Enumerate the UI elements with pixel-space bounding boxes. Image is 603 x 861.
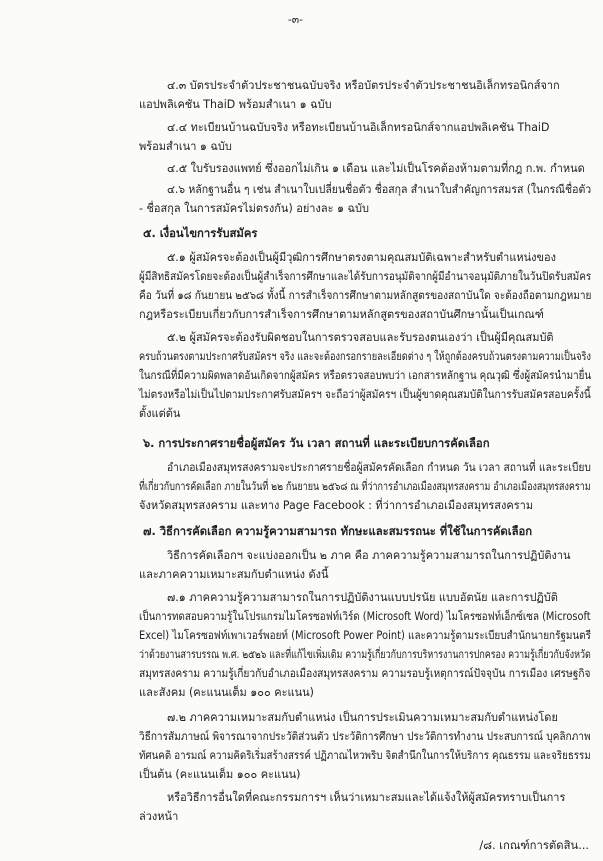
item-4-3-line-2: แอปพลิเคชัน ThaiD พร้อมสำเนา ๑ ฉบับ bbox=[139, 98, 332, 111]
section-5-1-line-4: กฎหรือระเบียบเกี่ยวกับการสำเร็จการศึกษาตามหลักสูตรของสถาบันศึกษานั้นเป็นเกณฑ์ bbox=[139, 308, 544, 321]
section-6-line-2: ที่เกี่ยวกับการคัดเลือก ภายในวันที่ ๒๒ กันยายน ๒๕๖๘ ณ ที่ว่าการอำเภอเมืองสมุทรสงคราม อำเภอเมืองสมุทรสงคราม bbox=[139, 480, 591, 493]
section-5-2-line-4: ไม่ตรงหรือไม่เป็นไปตามประกาศรับสมัครฯ จะถือว่าผู้สมัครฯ เป็นผู้ขาดคุณสมบัติในการรับสมัครสอบครั้งนี้ bbox=[139, 388, 591, 401]
section-7-1-line-3: Excel) ไมโครซอฟท์เพาเวอร์พอยท์ (Microsoft Power Point) และความรู้ตามระเบียบสำนักนายกรัฐมนตรี bbox=[139, 629, 591, 642]
item-4-4-line-2: พร้อมสำเนา ๑ ฉบับ bbox=[139, 140, 232, 153]
section-7-1-line-1: ๗.๑ ภาคความรู้ความสามารถในการปฏิบัติงานแบบปรนัย แบบอัตนัย และการปฏิบัติ bbox=[167, 591, 558, 604]
section-5-2-line-3: ในกรณีที่มีความผิดพลาดอันเกิดจากผู้สมัคร หรือตรวจสอบพบว่า เอกสารหลักฐาน คุณวุฒิ ซึ่งผู้สมัครนำมายื่น bbox=[139, 369, 592, 382]
section-7-other-line-1: หรือวิธีการอื่นใดที่คณะกรรมการฯ เห็นว่าเหมาะสมและได้แจ้งให้ผู้สมัครทราบเป็นการ bbox=[167, 791, 566, 804]
page-number: -๓- bbox=[287, 13, 304, 26]
section-7-1-line-6: และสังคม (คะแนนเต็ม ๑๐๐ คะแนน) bbox=[139, 686, 314, 699]
section-7-2-line-4: เป็นต้น (คะแนนเต็ม ๑๐๐ คะแนน) bbox=[139, 768, 301, 781]
section-7-1-line-2: เป็นการทดสอบความรู้ในโปรแกรมไมโครซอฟท์เวิร์ด (Microsoft Word) ไมโครซอฟท์เอ็กซ์เซล (Microsoft bbox=[139, 610, 591, 623]
section-7-heading: ๗. วิธีการคัดเลือก ความรู้ความสามารถ ทักษะและสมรรถนะ ที่ใช้ในการคัดเลือก bbox=[143, 524, 533, 538]
item-4-3-line-1: ๔.๓ บัตรประจำตัวประชาชนฉบับจริง หรือบัตรประจำตัวประชาชนอิเล็กทรอนิกส์จาก bbox=[167, 79, 560, 92]
section-7-2-line-1: ๗.๒ ภาคความเหมาะสมกับตำแหน่ง เป็นการประเมินความเหมาะสมกับตำแหน่งโดย bbox=[167, 711, 558, 724]
section-5-2-line-5: ตั้งแต่ต้น bbox=[139, 407, 181, 420]
section-6-line-3: จังหวัดสมุทรสงคราม และทาง Page Facebook : ที่ว่าการอำเภอเมืองสมุทรสงคราม bbox=[139, 499, 534, 512]
section-5-heading: ๕. เงื่อนไขการรับสมัคร bbox=[143, 226, 258, 240]
item-4-4-line-1: ๔.๔ ทะเบียนบ้านฉบับจริง หรือทะเบียนบ้านอิเล็กทรอนิกส์จากแอปพลิเคชัน ThaiD bbox=[167, 121, 550, 134]
section-6-heading: ๖. การประกาศรายชื่อผู้สมัคร วัน เวลา สถานที่ และระเบียบการคัดเลือก bbox=[143, 436, 490, 450]
item-4-6-line-1: ๔.๖ หลักฐานอื่น ๆ เช่น สำเนาใบเปลี่ยนชื่อตัว ชื่อสกุล สำเนาใบสำคัญการสมรส (ในกรณีชื่อตัว bbox=[167, 183, 592, 196]
section-7-2-line-3: ทัศนคติ อารมณ์ ความคิดริเริ่มสร้างสรรค์ ปฏิภาณไหวพริบ จิตสำนึกในการให้บริการ คุณธรรม และจริยธรรม bbox=[139, 749, 591, 762]
section-5-1-line-2: ผู้มีสิทธิสมัครโดยจะต้องเป็นผู้สำเร็จการศึกษาและได้รับการอนุมัติจากผู้มีอำนาจอนุมัติภายในวันปิดรับสมัคร bbox=[139, 270, 592, 283]
section-6-line-1: อำเภอเมืองสมุทรสงครามจะประกาศรายชื่อผู้สมัครคัดเลือก กำหนด วัน เวลา สถานที่ และระเบียบ bbox=[167, 461, 591, 474]
section-5-1-line-3: คือ วันที่ ๑๘ กันยายน ๒๕๖๘ ทั้งนี้ การสำเร็จการศึกษาตามหลักสูตรของสถาบันใด จะต้องถือตามกฎหมาย bbox=[139, 289, 592, 302]
section-7-2-line-2: วิธีการสัมภาษณ์ พิจารณาจากประวัติส่วนตัว ประวัติการศึกษา ประวัติการทำงาน ประสบการณ์ บุคลิกภาพ bbox=[139, 730, 591, 743]
item-4-5-line-1: ๔.๕ ใบรับรองแพทย์ ซึ่งออกไม่เกิน ๑ เดือน และไม่เป็นโรคต้องห้ามตามที่กฎ ก.พ. กำหนด bbox=[167, 162, 585, 175]
footer-continuation: /๘. เกณฑ์การตัดสิน... bbox=[479, 839, 589, 852]
section-7-other-line-2: ล่วงหน้า bbox=[139, 810, 179, 823]
section-7-intro-line-2: และภาคความเหมาะสมกับตำแหน่ง ดังนี้ bbox=[139, 568, 329, 581]
section-5-2-line-2: ครบถ้วนตรงตามประกาศรับสมัครฯ จริง และจะต้องกรอกรายละเอียดต่าง ๆ ให้ถูกต้องครบถ้วนตรงตามความเป็นจริง bbox=[139, 350, 591, 363]
section-5-1-line-1: ๕.๑ ผู้สมัครจะต้องเป็นผู้มีวุฒิการศึกษาตรงตามคุณสมบัติเฉพาะสำหรับตำแหน่งของ bbox=[167, 251, 556, 264]
section-7-1-line-4: ว่าด้วยงานสารบรรณ พ.ศ. ๒๕๒๖ และที่แก้ไขเพิ่มเติม ความรู้เกี่ยวกับการบริหารงานการปกครอง ความรู้เกี่ยวกับจังหวัด bbox=[139, 648, 591, 661]
section-7-1-line-5: สมุทรสงคราม ความรู้เกี่ยวกับอำเภอเมืองสมุทรสงคราม ความรอบรู้เหตุการณ์ปัจจุบัน การเมือง เศรษฐกิจ bbox=[139, 667, 591, 680]
item-4-6-line-2: - ชื่อสกุล ในการสมัครไม่ตรงกัน) อย่างละ ๑ ฉบับ bbox=[139, 202, 369, 215]
section-5-2-line-1: ๕.๒ ผู้สมัครจะต้องรับผิดชอบในการตรวจสอบและรับรองตนเองว่า เป็นผู้มีคุณสมบัติ bbox=[167, 331, 554, 344]
section-7-intro-line-1: วิธีการคัดเลือกฯ จะแบ่งออกเป็น ๒ ภาค คือ ภาคความรู้ความสามารถในการปฏิบัติงาน bbox=[167, 549, 571, 562]
